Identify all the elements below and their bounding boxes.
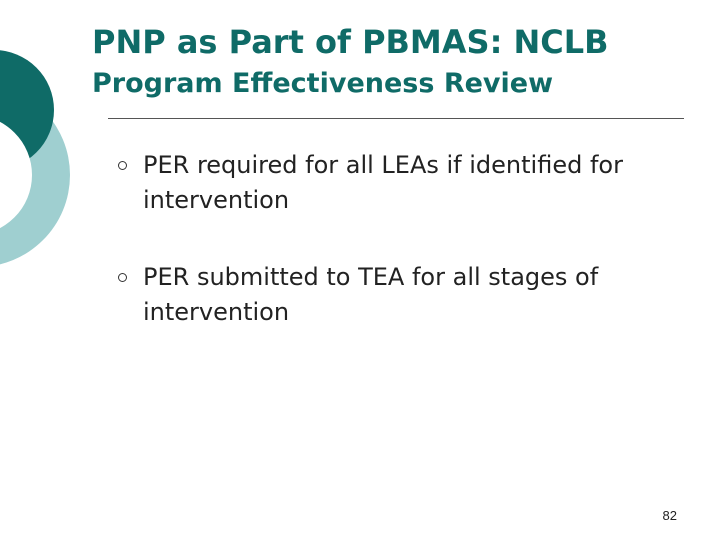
- hollow-circle-icon: [118, 273, 127, 282]
- title-line-2: Program Effectiveness Review: [92, 68, 554, 99]
- title-line-1: PNP as Part of PBMAS: NCLB: [92, 23, 609, 61]
- hollow-circle-icon: [118, 161, 127, 170]
- bullet-item: [118, 260, 698, 330]
- bullet-item: [118, 148, 698, 218]
- page-number: 82: [662, 508, 677, 523]
- bullet-list: [118, 148, 698, 372]
- slide-title: [92, 20, 609, 104]
- bullet-text: PER submitted to TEA for all stages of intervention: [143, 263, 599, 326]
- title-divider: [108, 118, 684, 119]
- bullet-text: PER required for all LEAs if identified for intervention: [143, 151, 623, 214]
